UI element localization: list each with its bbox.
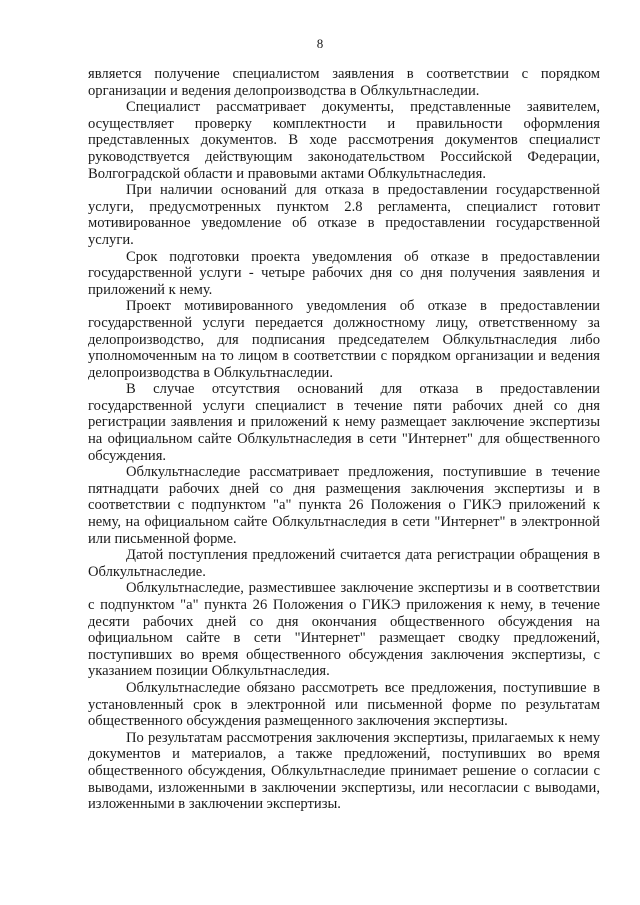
paragraph-3: При наличии оснований для отказа в предоставлении государственной услуги, предусмотренных пунктом 2.8 регламента, специалист готовит мотивированное уведомление об отказе в предоставлении государственной услуги.	[88, 182, 600, 248]
body-text	[88, 66, 600, 813]
paragraph-2: Специалист рассматривает документы, представленные заявителем, осуществляет проверку комплектности и правильности оформления представленных документов. В ходе рассмотрения документов специалист руководствуется действующим законодательством Российской Федерации, Волгоградской области и правовыми актами Облкультнаследия.	[88, 99, 600, 182]
paragraph-8: Датой поступления предложений считается дата регистрации обращения в Облкультнаследие.	[88, 547, 600, 580]
paragraph-1: является получение специалистом заявления в соответствии с порядком организации и ведения делопроизводства в Облкультнаследии.	[88, 66, 600, 99]
paragraph-5: Проект мотивированного уведомления об отказе в предоставлении государственной услуги передается должностному лицу, ответственному за делопроизводство, для подписания председателем Облкультнаследия либо уполномоченным на то лицом в соответствии с порядком организации и ведения делопроизводства в Облкультнаследии.	[88, 298, 600, 381]
paragraph-7: Облкультнаследие рассматривает предложения, поступившие в течение пятнадцати рабочих дней со дня размещения заключения экспертизы и в соответствии с подпунктом "а" пункта 26 Положения о ГИКЭ приложений к нему, на официальном сайте Облкультнаследия в сети "Интернет" в электронной или письменной форме.	[88, 464, 600, 547]
paragraph-11: По результатам рассмотрения заключения экспертизы, прилагаемых к нему документов и материалов, а также предложений, поступивших во время общественного обсуждения, Облкультнаследие принимает решение о согласии с выводами, изложенными в заключении экспертизы, или несогласии с выводами, изложенными в заключении экспертизы.	[88, 729, 600, 813]
paragraph-10: Облкультнаследие обязано рассмотреть все предложения, поступившие в установленный срок в электронной или письменной форме по результатам общественного обсуждения размещенного заключения экспертизы.	[88, 679, 600, 730]
paragraph-6: В случае отсутствия оснований для отказа в предоставлении государственной услуги специалист в течение пяти рабочих дней со дня регистрации заявления и приложений к нему размещает заключение экспертизы на официальном сайте Облкультнаследия в сети "Интернет" для общественного обсуждения.	[88, 381, 600, 464]
paragraph-4: Срок подготовки проекта уведомления об отказе в предоставлении государственной услуги - четыре рабочих дня со дня получения заявления и приложений к нему.	[88, 248, 600, 298]
paragraph-9: Облкультнаследие, разместившее заключение экспертизы и в соответствии с подпунктом "а" пункта 26 Положения о ГИКЭ приложения к нему, в течение десяти рабочих дней со дня окончания общественного обсуждения на официальном сайте в сети "Интернет" размещает сводку предложений, поступивших во время общественного обсуждения заключения экспертизы, с указанием позиции Облкультнаследия.	[88, 580, 600, 680]
page-number: 8	[316, 36, 324, 51]
